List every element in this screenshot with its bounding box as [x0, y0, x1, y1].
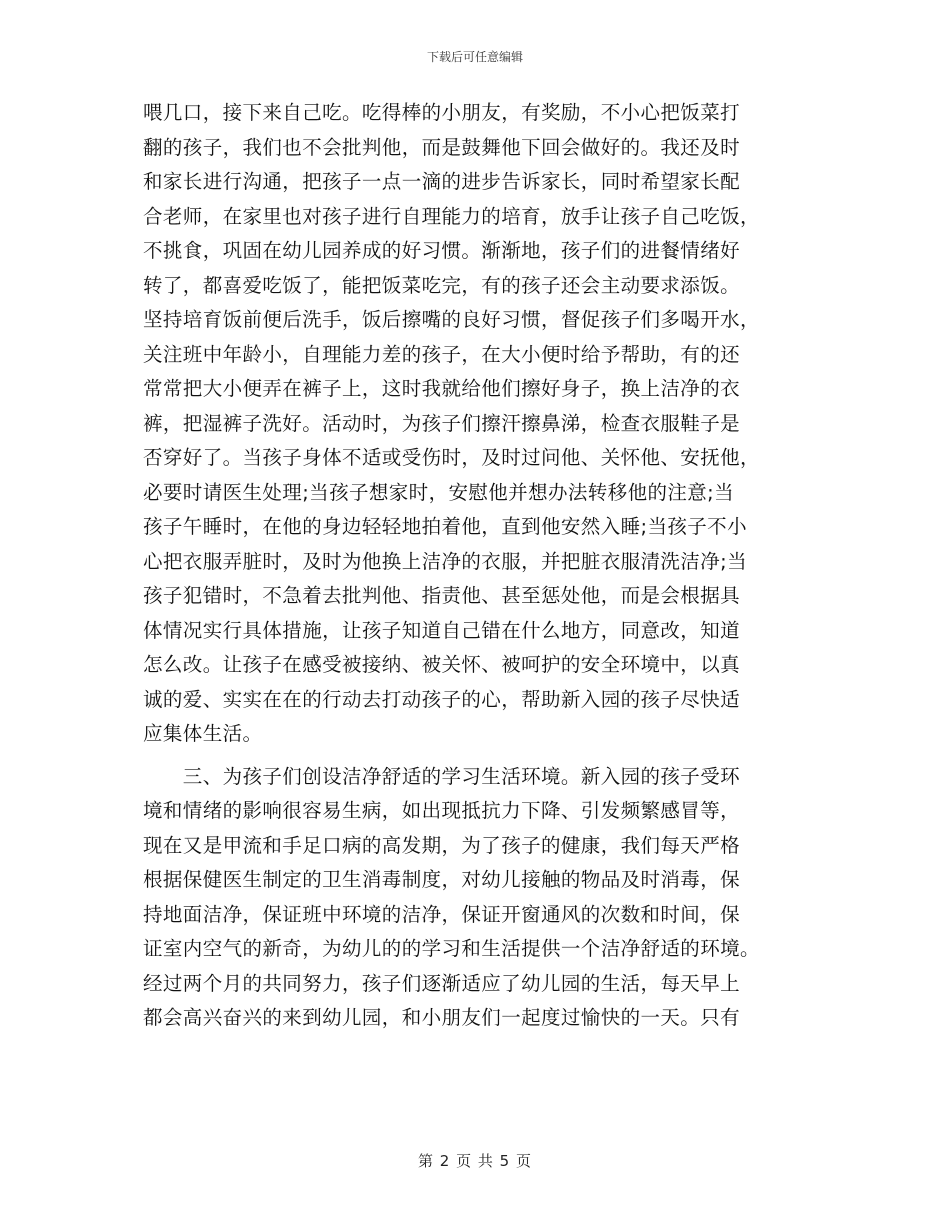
- text-line: 都会高兴奋兴的来到幼儿园，和小朋友们一起度过愉快的一天。只有: [143, 1006, 741, 1029]
- text-line: 常常把大小便弄在裤子上，这时我就给他们擦好身子，换上洁净的衣: [143, 377, 741, 400]
- text-line: 翻的孩子，我们也不会批判他，而是鼓舞他下回会做好的。我还及时: [143, 135, 741, 159]
- text-line: 合老师，在家里也对孩子进行自理能力的培育，放手让孩子自己吃饭，: [143, 204, 760, 228]
- text-line: 境和情绪的影响很容易生病，如出现抵抗力下降、引发频繁感冒等，: [143, 799, 741, 822]
- text-line: 裤，把湿裤子洗好。活动时，为孩子们擦汗擦鼻涕，检查衣服鞋子是: [143, 411, 741, 435]
- text-line: 诚的爱、实实在在的行动去打动孩子的心，帮助新入园的孩子尽快适: [143, 687, 741, 711]
- text-line: 证室内空气的新奇，为幼儿的的学习和生活提供一个洁净舒适的环境。: [143, 937, 760, 960]
- text-line: 必要时请医生处理;当孩子想家时，安慰他并想办法转移他的注意;当: [143, 480, 735, 504]
- text-line: 经过两个月的共同努力，孩子们逐渐适应了幼儿园的生活，每天早上: [143, 971, 741, 995]
- text-line: 否穿好了。当孩子身体不适或受伤时，及时过问他、关怀他、安抚他，: [143, 446, 760, 469]
- text-line: 体情况实行具体措施，让孩子知道自己错在什么地方，同意改，知道: [143, 618, 741, 642]
- text-line: 孩子午睡时，在他的身边轻轻地拍着他，直到他安然入睡;当孩子不小: [143, 515, 747, 538]
- paragraph-1: [143, 96, 803, 752]
- page-number: 第 2 页 共 5 页: [418, 1152, 532, 1170]
- text-line: 孩子犯错时，不急着去批判他、指责他、甚至惩处他，而是会根据具: [143, 584, 741, 607]
- text-line: 心把衣服弄脏时，及时为他换上洁净的衣服，并把脏衣服清洗洁净;当: [143, 549, 747, 573]
- text-line: 应集体生活。: [143, 722, 263, 745]
- text-line: 怎么改。让孩子在感受被接纳、被关怀、被呵护的安全环境中，以真: [143, 653, 741, 676]
- text-line: 持地面洁净，保证班中环境的洁净，保证开窗通风的次数和时间，保: [143, 902, 741, 926]
- text-line: 不挑食，巩固在幼儿园养成的好习惯。渐渐地，孩子们的进餐情绪好: [143, 239, 741, 262]
- text-line: 现在又是甲流和手足口病的高发期，为了孩子的健康，我们每天严格: [143, 833, 741, 857]
- text-line: 坚持培育饭前便后洗手，饭后擦嘴的良好习惯，督促孩子们多喝开水，: [143, 308, 760, 331]
- text-line: 转了，都喜爱吃饭了，能把饭菜吃完，有的孩子还会主动要求添饭。: [143, 273, 741, 297]
- text-line: 关注班中年龄小，自理能力差的孩子，在大小便时给予帮助，有的还: [143, 342, 741, 366]
- text-line: 喂几口，接下来自己吃。吃得棒的小朋友，有奖励，不小心把饭菜打: [143, 101, 741, 124]
- text-line: 三、为孩子们创设洁净舒适的学习生活环境。新入园的孩子受环: [143, 764, 741, 788]
- page-header: 下载后可任意编辑: [426, 50, 523, 64]
- text-line: 根据保健医生制定的卫生消毒制度，对幼儿接触的物品及时消毒，保: [143, 868, 741, 891]
- document-body: [143, 96, 803, 1036]
- text-line: 和家长进行沟通，把孩子一点一滴的进步告诉家长，同时希望家长配: [143, 170, 741, 193]
- paragraph-2: [143, 760, 803, 1036]
